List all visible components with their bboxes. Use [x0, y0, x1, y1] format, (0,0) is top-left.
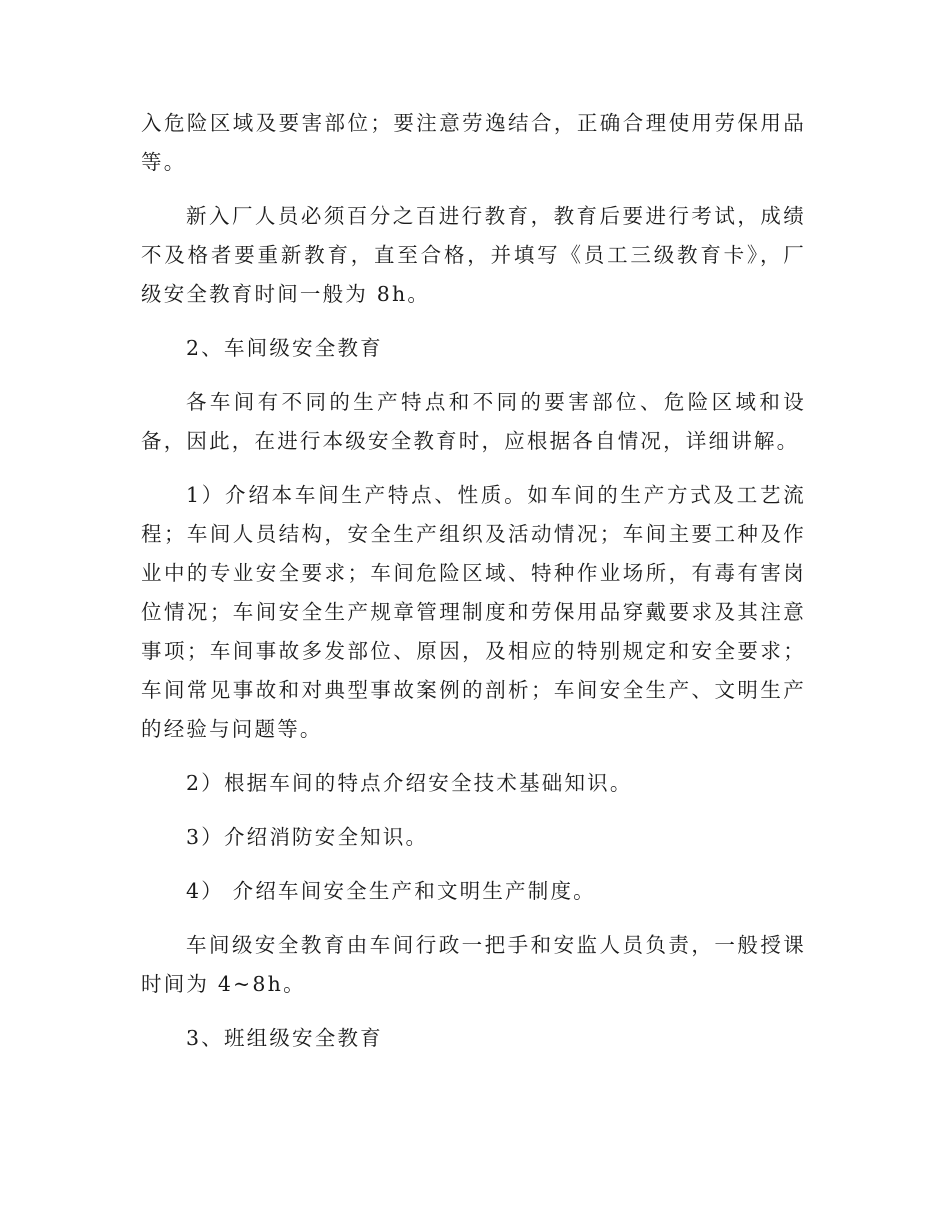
section-heading-team-level: 3、班组级安全教育	[186, 1026, 383, 1050]
section-heading-workshop-level: 2、车间级安全教育	[186, 336, 383, 360]
list-item-1: 1）介绍本车间生产特点、性质。如车间的生产方式及工艺流程；车间人员结构，安全生产组织及活动情况；车间主要工种及作业中的专业安全要求；车间危险区域、特种作业场所，有毒有害岗位情况；车间安全生产规章管理制度和劳保用品穿戴要求及其注意事项；车间事故多发部位、原因，及相应的特别规定和安全要求；车间常见事故和对典型事故案例的剖析；车间安全生产、文明生产的经验与问题等。	[141, 483, 806, 741]
list-item-3: 3）介绍消防安全知识。	[186, 825, 429, 849]
paragraph-workshop-intro: 各车间有不同的生产特点和不同的要害部位、危险区域和设备，因此，在进行本级安全教育时，应根据各自情况，详细讲解。	[141, 390, 806, 453]
paragraph-continuation: 入危险区域及要害部位；要注意劳逸结合，正确合理使用劳保用品等。	[141, 111, 806, 174]
list-item-2: 2）根据车间的特点介绍安全技术基础知识。	[186, 771, 633, 795]
list-item-4: 4） 介绍车间安全生产和文明生产制度。	[186, 879, 596, 903]
paragraph-workshop-responsibility: 车间级安全教育由车间行政一把手和安监人员负责，一般授课时间为 4~8h。	[141, 933, 806, 996]
document-body	[141, 104, 806, 1073]
paragraph-new-employee-education: 新入厂人员必须百分之百进行教育，教育后要进行考试，成绩不及格者要重新教育，直至合格，并填写《员工三级教育卡》，厂级安全教育时间一般为 8h。	[141, 204, 806, 306]
